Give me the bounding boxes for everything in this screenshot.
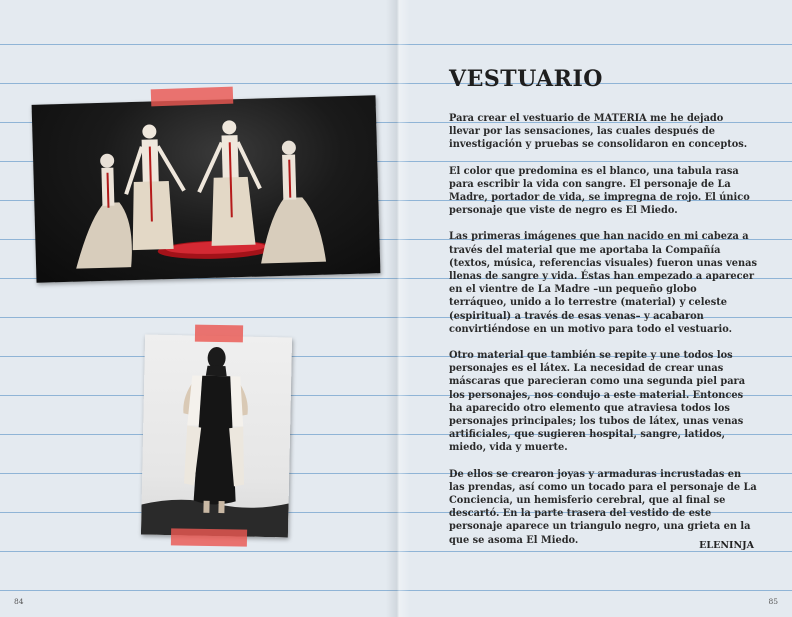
page-fold xyxy=(386,0,410,617)
red-tape-strip xyxy=(151,87,234,107)
paragraph: Otro material que también se repite y une todos los personajes es el látex. La necesidad de crear unas máscaras que parecieran como una segunda piel para los personajes, nos condujo a este material. Entonces ha aparecido otro elemento que atraviesa todos los personajes principales; los tubos de látex, unas venas artificiales, que sugieren hospital, sangre, latidos, miedo, vida y muerte. xyxy=(449,350,746,454)
red-tape-strip xyxy=(195,325,243,343)
page-number-right: 85 xyxy=(768,597,778,606)
costume-figure-illustration xyxy=(141,334,292,537)
paragraph: Para crear el vestuario de MATERIA me he dejado llevar por las sensaciones, las cuales después de investigación y pruebas se consolidaron en conceptos. xyxy=(449,113,748,151)
page-number-left: 84 xyxy=(14,597,24,606)
stage-performance-photo xyxy=(32,95,381,283)
author-signature: ELENINJA xyxy=(699,540,754,551)
article-body xyxy=(449,112,757,560)
paragraph: El color que predomina es el blanco, una tabula rasa para escribir la vida con sangre. El personaje de La Madre, portador de vida, se impregna de rojo. El único personaje que viste de negro es El Miedo. xyxy=(449,165,750,217)
paragraph: De ellos se crearon joyas y armaduras incrustadas en las prendas, así como un tocado para el personaje de La Conciencia, un hemisferio cerebral, que al final se descartó. En la parte trasera del vestido de este personaje aparece un triangulo negro, una grieta en la que se asoma El Miedo. xyxy=(449,468,757,546)
page-title: VESTUARIO xyxy=(449,66,603,92)
costume-photo xyxy=(141,334,292,537)
performers-illustration xyxy=(32,95,381,283)
paragraph: Las primeras imágenes que han nacido en mi cabeza a través del material que me aportaba la Compañía (textos, música, referencias visuales) fueron unas venas llenas de sangre y vida. Éstas han empezado a aparecer en el vientre de La Madre –un pequeño globo terráqueo, unido a lo terrestre (material) y celeste (espiritual) a través de esas venas– y acabaron convirtiéndose en un motivo para todo el vestuario. xyxy=(449,231,757,335)
red-tape-strip xyxy=(171,528,247,546)
